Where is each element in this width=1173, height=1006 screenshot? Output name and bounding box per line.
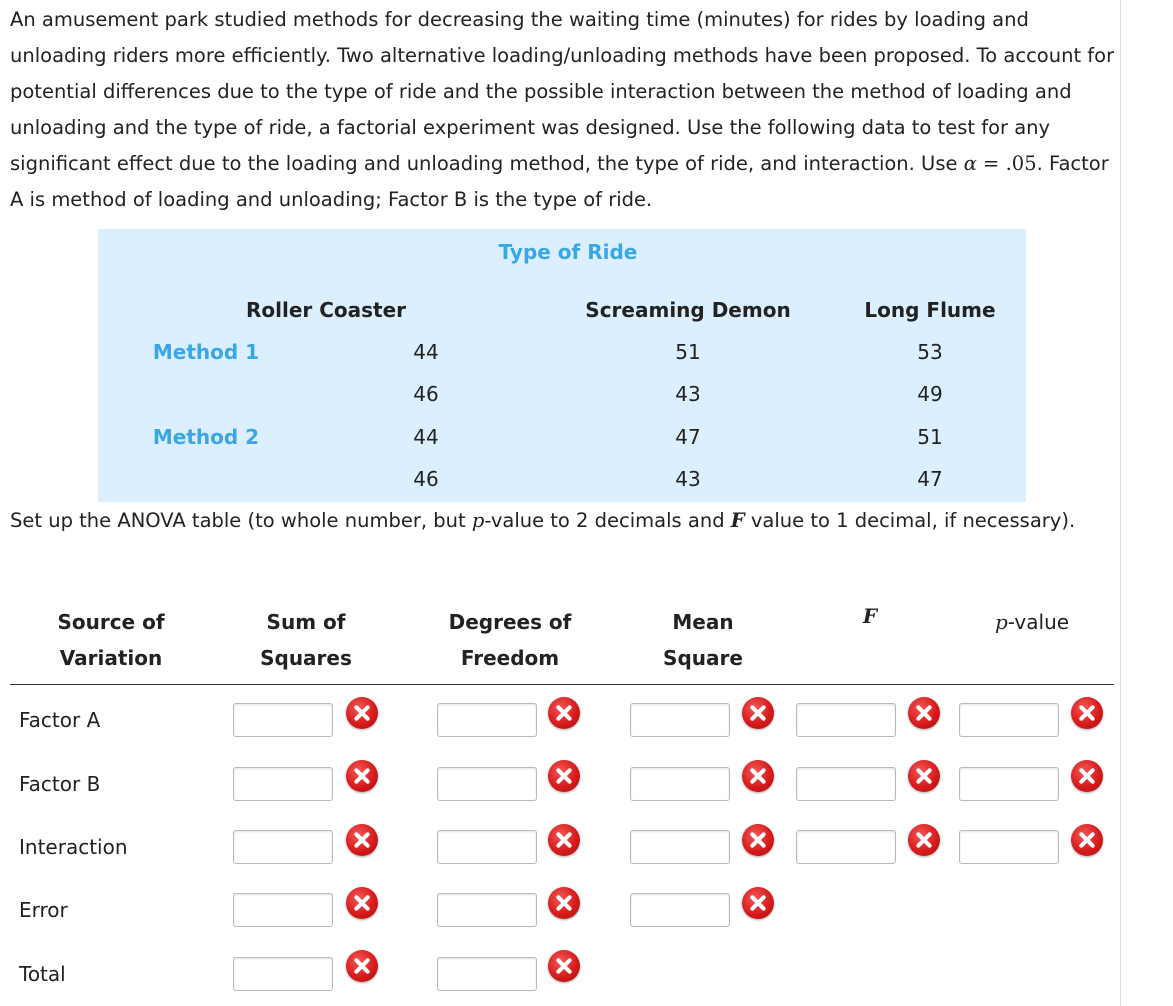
row-method-1: Method 1 <box>152 340 260 364</box>
data-cell: 49 <box>917 382 943 406</box>
row-label-factor-b: Factor B <box>19 772 101 796</box>
factor-a-ms-input[interactable] <box>630 703 730 737</box>
header-f: F <box>862 604 878 628</box>
incorrect-x-icon <box>548 824 580 856</box>
data-cell: 46 <box>413 382 439 406</box>
header-source-line2: Variation <box>59 646 163 670</box>
row-method-2: Method 2 <box>152 425 260 449</box>
anova-instructions <box>10 503 1115 539</box>
row-label-error: Error <box>19 898 68 922</box>
header-sum-of-squares <box>206 604 406 676</box>
error-ss-input[interactable] <box>233 893 333 927</box>
factor-a-f-input[interactable] <box>796 703 896 737</box>
incorrect-x-icon <box>742 760 774 792</box>
alpha-equals: = <box>976 152 1006 175</box>
header-ms-line2: Square <box>663 646 743 670</box>
interaction-ms-input[interactable] <box>630 830 730 864</box>
incorrect-x-icon <box>742 887 774 919</box>
data-cell: 53 <box>917 340 943 364</box>
header-mean-square <box>603 604 803 676</box>
right-border <box>1120 0 1121 1006</box>
data-cell: 43 <box>675 382 701 406</box>
header-df-line2: Freedom <box>460 646 560 670</box>
data-cell: 47 <box>917 467 943 491</box>
data-cell: 51 <box>675 340 701 364</box>
data-cell: 44 <box>413 425 439 449</box>
interaction-p-input[interactable] <box>959 830 1059 864</box>
header-source <box>11 604 211 676</box>
data-cell: 51 <box>917 425 943 449</box>
incorrect-x-icon <box>548 760 580 792</box>
header-df-line1: Degrees of <box>448 610 572 634</box>
p-symbol: p <box>471 509 485 532</box>
incorrect-x-icon <box>908 824 940 856</box>
problem-statement <box>10 2 1115 218</box>
interaction-df-input[interactable] <box>437 830 537 864</box>
factor-b-f-input[interactable] <box>796 767 896 801</box>
incorrect-x-icon <box>742 697 774 729</box>
incorrect-x-icon <box>346 887 378 919</box>
header-divider <box>10 684 1114 685</box>
f-symbol: F <box>730 509 745 532</box>
problem-text-1: An amusement park studied methods for decreasing the waiting time (minutes) for rides by loading and unloading riders more efficiently. Two alternative loading/unloading methods have been proposed. To account for potential differences due to the type of ride and the possible interaction between the method of loading and unloading and the type of ride, a factorial experiment was designed. Use the following data to test for any significant effect due to the loading and unloading method, the type of ride, and interaction. Use <box>10 8 1115 175</box>
header-ss-line1: Sum of <box>266 610 346 634</box>
incorrect-x-icon <box>1071 824 1103 856</box>
instr-text-1: Set up the ANOVA table (to whole number, but <box>10 509 472 532</box>
incorrect-x-icon <box>1071 760 1103 792</box>
row-label-total: Total <box>19 962 66 986</box>
factor-b-p-input[interactable] <box>959 767 1059 801</box>
factor-b-ss-input[interactable] <box>233 767 333 801</box>
factor-b-ms-input[interactable] <box>630 767 730 801</box>
incorrect-x-icon <box>548 950 580 982</box>
incorrect-x-icon <box>742 824 774 856</box>
incorrect-x-icon <box>346 697 378 729</box>
incorrect-x-icon <box>346 760 378 792</box>
interaction-f-input[interactable] <box>796 830 896 864</box>
header-p-symbol: p <box>994 610 1008 634</box>
ride-data-table <box>98 229 1026 502</box>
alpha-symbol: α <box>963 152 977 175</box>
factor-a-df-input[interactable] <box>437 703 537 737</box>
col-screaming-demon: Screaming Demon <box>585 298 791 322</box>
factor-a-p-input[interactable] <box>959 703 1059 737</box>
data-cell: 46 <box>413 467 439 491</box>
instr-text-3: value to 1 decimal, if necessary). <box>744 509 1076 532</box>
header-ms-line1: Mean <box>672 610 734 634</box>
incorrect-x-icon <box>908 760 940 792</box>
interaction-ss-input[interactable] <box>233 830 333 864</box>
incorrect-x-icon <box>908 697 940 729</box>
row-label-factor-a: Factor A <box>19 708 101 732</box>
incorrect-x-icon <box>1071 697 1103 729</box>
total-df-input[interactable] <box>437 957 537 991</box>
header-p-suffix: -value <box>1007 610 1070 634</box>
incorrect-x-icon <box>346 824 378 856</box>
type-of-ride-header: Type of Ride <box>498 240 638 264</box>
col-roller-coaster: Roller Coaster <box>245 298 407 322</box>
incorrect-x-icon <box>548 887 580 919</box>
alpha-value: .05 <box>1005 152 1037 175</box>
row-label-interaction: Interaction <box>19 835 128 859</box>
header-source-line1: Source of <box>57 610 165 634</box>
instr-text-2: -value to 2 decimals and <box>484 509 731 532</box>
header-degrees-of-freedom <box>400 604 620 676</box>
col-long-flume: Long Flume <box>864 298 996 322</box>
header-p-value <box>972 604 1092 640</box>
incorrect-x-icon <box>548 697 580 729</box>
factor-b-df-input[interactable] <box>437 767 537 801</box>
data-cell: 43 <box>675 467 701 491</box>
problem-text-2: . Factor A is method of loading and unloading; Factor B is the type of ride. <box>10 152 1109 211</box>
factor-a-ss-input[interactable] <box>233 703 333 737</box>
header-ss-line2: Squares <box>260 646 352 670</box>
total-ss-input[interactable] <box>233 957 333 991</box>
data-cell: 47 <box>675 425 701 449</box>
error-ms-input[interactable] <box>630 893 730 927</box>
incorrect-x-icon <box>346 950 378 982</box>
error-df-input[interactable] <box>437 893 537 927</box>
data-cell: 44 <box>413 340 439 364</box>
